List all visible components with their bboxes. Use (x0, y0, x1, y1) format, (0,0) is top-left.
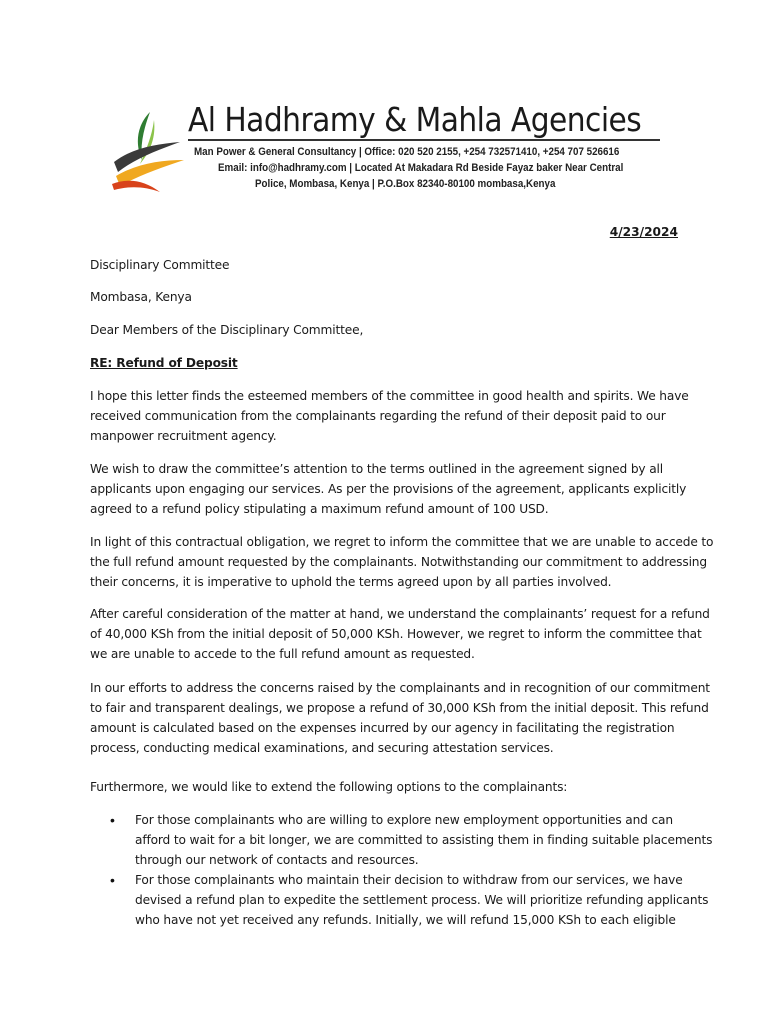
paragraph (90, 604, 710, 664)
paragraph-line: In light of this contractual obligation, we regret to inform the committee that we are unable to accede to (90, 535, 714, 549)
paragraph-line: Furthermore, we would like to extend the following options to the complainants: (90, 780, 568, 794)
bullet-icon: • (110, 812, 115, 828)
list-item-line: who have not yet received any refunds. Initially, we will refund 15,000 KSh to each eligible (135, 913, 676, 927)
letter-date: 4/23/2024 (609, 225, 678, 239)
paragraph (90, 459, 690, 519)
paragraph-line: process, conducting medical examinations, and securing attestation services. (90, 741, 554, 755)
contact-line-1: Man Power & General Consultancy | Office: 020 520 2155, +254 732571410, +254 707 526616 (194, 146, 620, 158)
list-item (135, 810, 713, 870)
logo-swoosh-red (112, 181, 160, 192)
paragraph-line: agreed to a refund policy stipulating a maximum refund amount of 100 USD. (90, 502, 549, 516)
recipient-location: Mombasa, Kenya (90, 290, 192, 304)
list-item-line: through our network of contacts and resources. (135, 853, 419, 867)
contact-line-2: Email: info@hadhramy.com | Located At Makadara Rd Beside Fayaz baker Near Central (218, 162, 624, 174)
paragraph-line: We wish to draw the committee’s attention to the terms outlined in the agreement signed by all (90, 462, 663, 476)
paragraph-line: to fair and transparent dealings, we propose a refund of 30,000 KSh from the initial deposit. This refund (90, 701, 709, 715)
paragraph-line: of 40,000 KSh from the initial deposit of 50,000 KSh. However, we regret to inform the committee that (90, 627, 702, 641)
paragraph (90, 532, 714, 592)
paragraph-line: amount is calculated based on the expenses incurred by our agency in facilitating the registration (90, 721, 675, 735)
company-name: Al Hadhramy & Mahla Agencies (188, 100, 642, 139)
paragraph-line: received communication from the complainants regarding the refund of their deposit paid to our (90, 409, 666, 423)
paragraph-line: the full refund amount requested by the complainants. Notwithstanding our commitment to addressing (90, 555, 707, 569)
paragraph-line: manpower recruitment agency. (90, 429, 277, 443)
paragraph-line: we are unable to accede to the full refund amount as requested. (90, 647, 475, 661)
list-item-line: devised a refund plan to expedite the settlement process. We will prioritize refunding applicants (135, 893, 709, 907)
paragraph-line: After careful consideration of the matter at hand, we understand the complainants’ request for a refund (90, 607, 710, 621)
paragraph-line: their concerns, it is imperative to uphold the terms agreed upon by all parties involved. (90, 575, 612, 589)
company-logo (110, 106, 188, 196)
paragraph-line: In our efforts to address the concerns raised by the complainants and in recognition of our commitment (90, 681, 710, 695)
paragraph (90, 678, 710, 758)
list-item (135, 870, 709, 930)
letterhead-divider (188, 139, 660, 141)
subject-line: RE: Refund of Deposit (90, 356, 238, 370)
paragraph (90, 777, 690, 797)
salutation: Dear Members of the Disciplinary Committee, (90, 323, 364, 337)
recipient-name: Disciplinary Committee (90, 258, 230, 272)
list-item-line: For those complainants who are willing to explore new employment opportunities and can (135, 813, 673, 827)
list-item-line: afford to wait for a bit longer, we are committed to assisting them in finding suitable placements (135, 833, 713, 847)
paragraph (90, 386, 690, 446)
paragraph-line: applicants upon engaging our services. As per the provisions of the agreement, applicants explicitly (90, 482, 687, 496)
contact-line-3: Police, Mombasa, Kenya | P.O.Box 82340-80100 mombasa,Kenya (255, 178, 556, 190)
list-item-line: For those complainants who maintain their decision to withdraw from our services, we have (135, 873, 683, 887)
bullet-icon: • (110, 872, 115, 888)
paragraph-line: I hope this letter finds the esteemed members of the committee in good health and spirits. We have (90, 389, 689, 403)
